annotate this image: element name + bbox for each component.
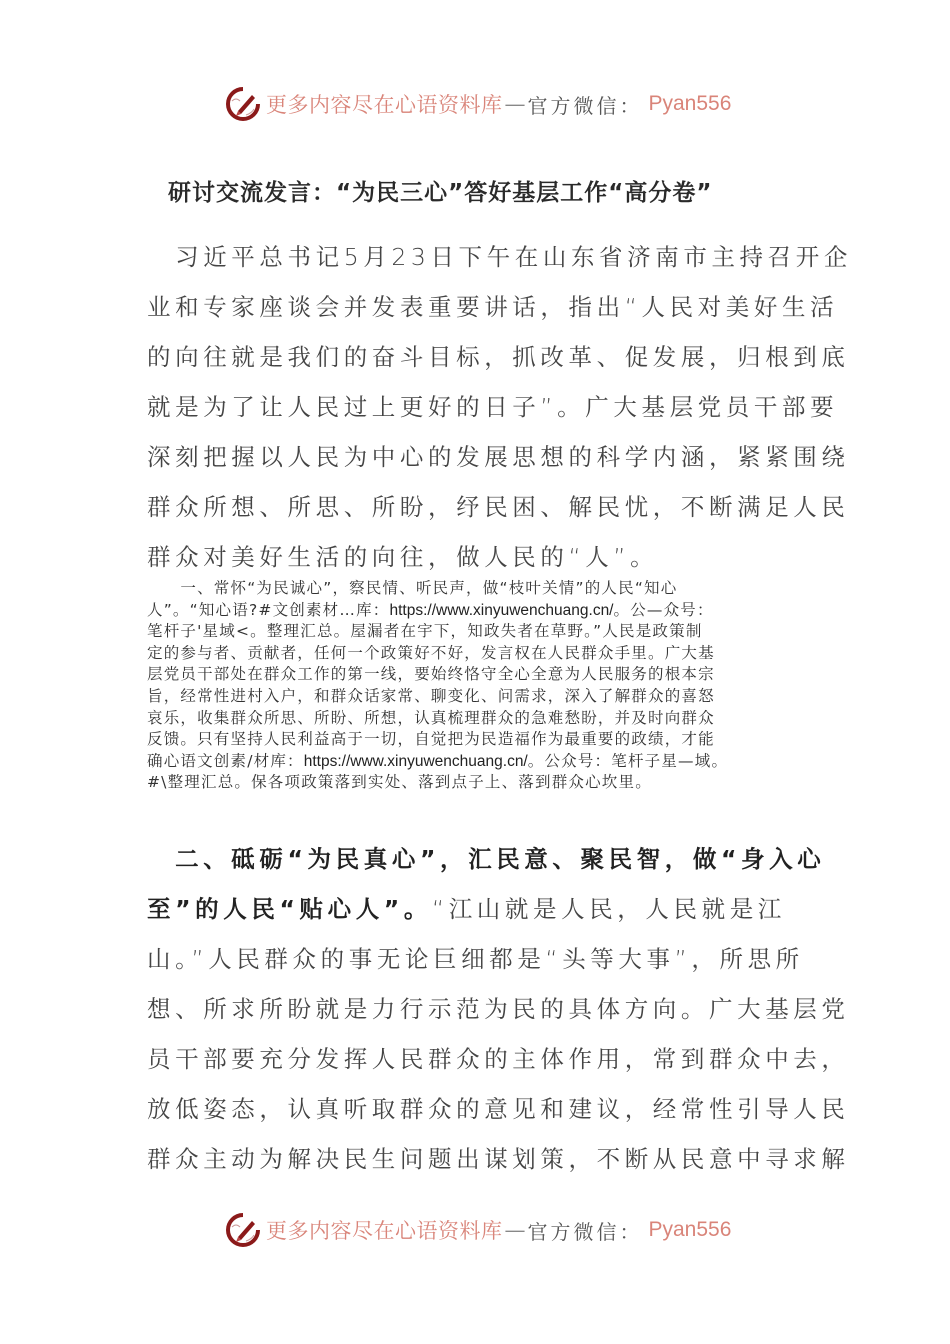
- text-line: [147, 600, 837, 622]
- text-line: [147, 772, 837, 794]
- text-line: [147, 884, 807, 934]
- text-segment: 反馈。只有坚持人民利益高于一切，自觉把为民造福作为最重要的政绩，才能: [147, 730, 715, 749]
- text-line: [147, 621, 837, 643]
- text-segment: 哀乐，收集群众所思、所盼、所想，认真梳理群众的急难愁盼，并及时向群众: [147, 708, 715, 727]
- banner-wechat-id: Pyan556: [648, 92, 732, 115]
- text-line: 群众对美好生活的向往，做人民的“人”。: [147, 543, 659, 571]
- section-2-paragraph: [147, 834, 850, 1184]
- text-line: 就是为了让人民过上更好的日子”。广大基层党员干部要: [147, 393, 839, 421]
- text-line: 群众所想、所思、所盼，纾民困、解民忧，不断满足人民: [147, 493, 850, 521]
- text-line: [147, 643, 837, 665]
- text-line: 深刻把握以人民为中心的发展思想的科学内涵，紧紧围绕: [147, 443, 850, 471]
- footer-banner: [226, 1210, 731, 1250]
- text-segment: 一、常怀“为民诚心”，察民情、听民声，做“枝叶关情”的人民“知心: [147, 579, 678, 597]
- website-link[interactable]: https://www.xinyuwenchuang.cn/: [303, 752, 528, 770]
- text-segment: #\整理汇总。保各项政策落到实处、落到点子上、落到群众心坎里。: [147, 773, 652, 792]
- text-segment: 。公众号：笔杆子星—域。: [527, 751, 729, 770]
- text-line: [147, 578, 837, 600]
- banner-dash: —: [504, 92, 526, 116]
- text-line: 习近平总书记5月23日下午在山东省济南市主持召开企: [147, 243, 852, 271]
- header-banner: [226, 84, 731, 124]
- banner-wechat-label: 官方微信：: [527, 93, 643, 118]
- text-segment: 笔杆子'星域<。整理汇总。屋漏者在宇下，知政失者在草野。”人民是政策制: [147, 622, 703, 641]
- text-segment: 。公—众号：: [613, 600, 714, 619]
- text-line: [147, 664, 837, 686]
- text-line: [147, 708, 837, 730]
- banner-wechat-id: Pyan556: [648, 1218, 732, 1241]
- text-line: 的向往就是我们的奋斗目标，抓改革、促发展，归根到底: [147, 343, 850, 371]
- text-line: 业和专家座谈会并发表重要讲话，指出“人民对美好生活: [147, 293, 839, 321]
- website-link[interactable]: https://www.xinyuwenchuang.cn/: [389, 601, 614, 619]
- text-segment: 定的参与者、贡献者，任何一个政策好不好，发言权在人民群众手里。广大基: [147, 643, 715, 662]
- text-segment: 确心语文创素/材库：: [147, 751, 304, 770]
- text-segment: 层党员干部处在群众工作的第一线，要始终恪守全心全意为人民服务的根本宗: [147, 665, 715, 684]
- text-segment: “江山就是人民，人民就是江: [431, 895, 786, 923]
- banner-wechat-label: 官方微信：: [527, 1219, 643, 1244]
- text-segment: 人”。“知心语?#文创素材…库：: [147, 600, 390, 619]
- section-2-heading-end: 至”的人民“贴心人”。: [147, 895, 432, 923]
- text-line: [147, 751, 837, 773]
- banner-text: 更多内容尽在心语资料库: [266, 93, 503, 117]
- text-line: 山。”人民群众的事无论巨细都是“头等大事”，所思所: [147, 945, 804, 973]
- text-line: 员干部要充分发挥人民群众的主体作用，常到群众中去，: [147, 1045, 850, 1073]
- intro-paragraph: [147, 232, 852, 582]
- banner-text: 更多内容尽在心语资料库: [266, 1219, 503, 1243]
- pen-nib-logo-icon: [226, 1213, 260, 1247]
- section-1-paragraph: [147, 578, 837, 794]
- text-line: 放低姿态，认真听取群众的意见和建议，经常性引导人民: [147, 1095, 850, 1123]
- text-line: [147, 686, 837, 708]
- document-title: 研讨交流发言：“为民三心”答好基层工作“高分卷”: [168, 180, 713, 206]
- banner-dash: —: [504, 1218, 526, 1242]
- text-segment: 旨，经常性进村入户，和群众话家常、聊变化、问需求，深入了解群众的喜怒: [147, 686, 715, 705]
- section-2-heading: 二、砥砺“为民真心”，汇民意、聚民智，做“身入心: [147, 845, 826, 873]
- text-line: 群众主动为解决民生问题出谋划策，不断从民意中寻求解: [147, 1145, 850, 1173]
- text-line: 想、所求所盼就是力行示范为民的具体方向。广大基层党: [147, 995, 850, 1023]
- text-line: [147, 729, 837, 751]
- pen-nib-logo-icon: [226, 87, 260, 121]
